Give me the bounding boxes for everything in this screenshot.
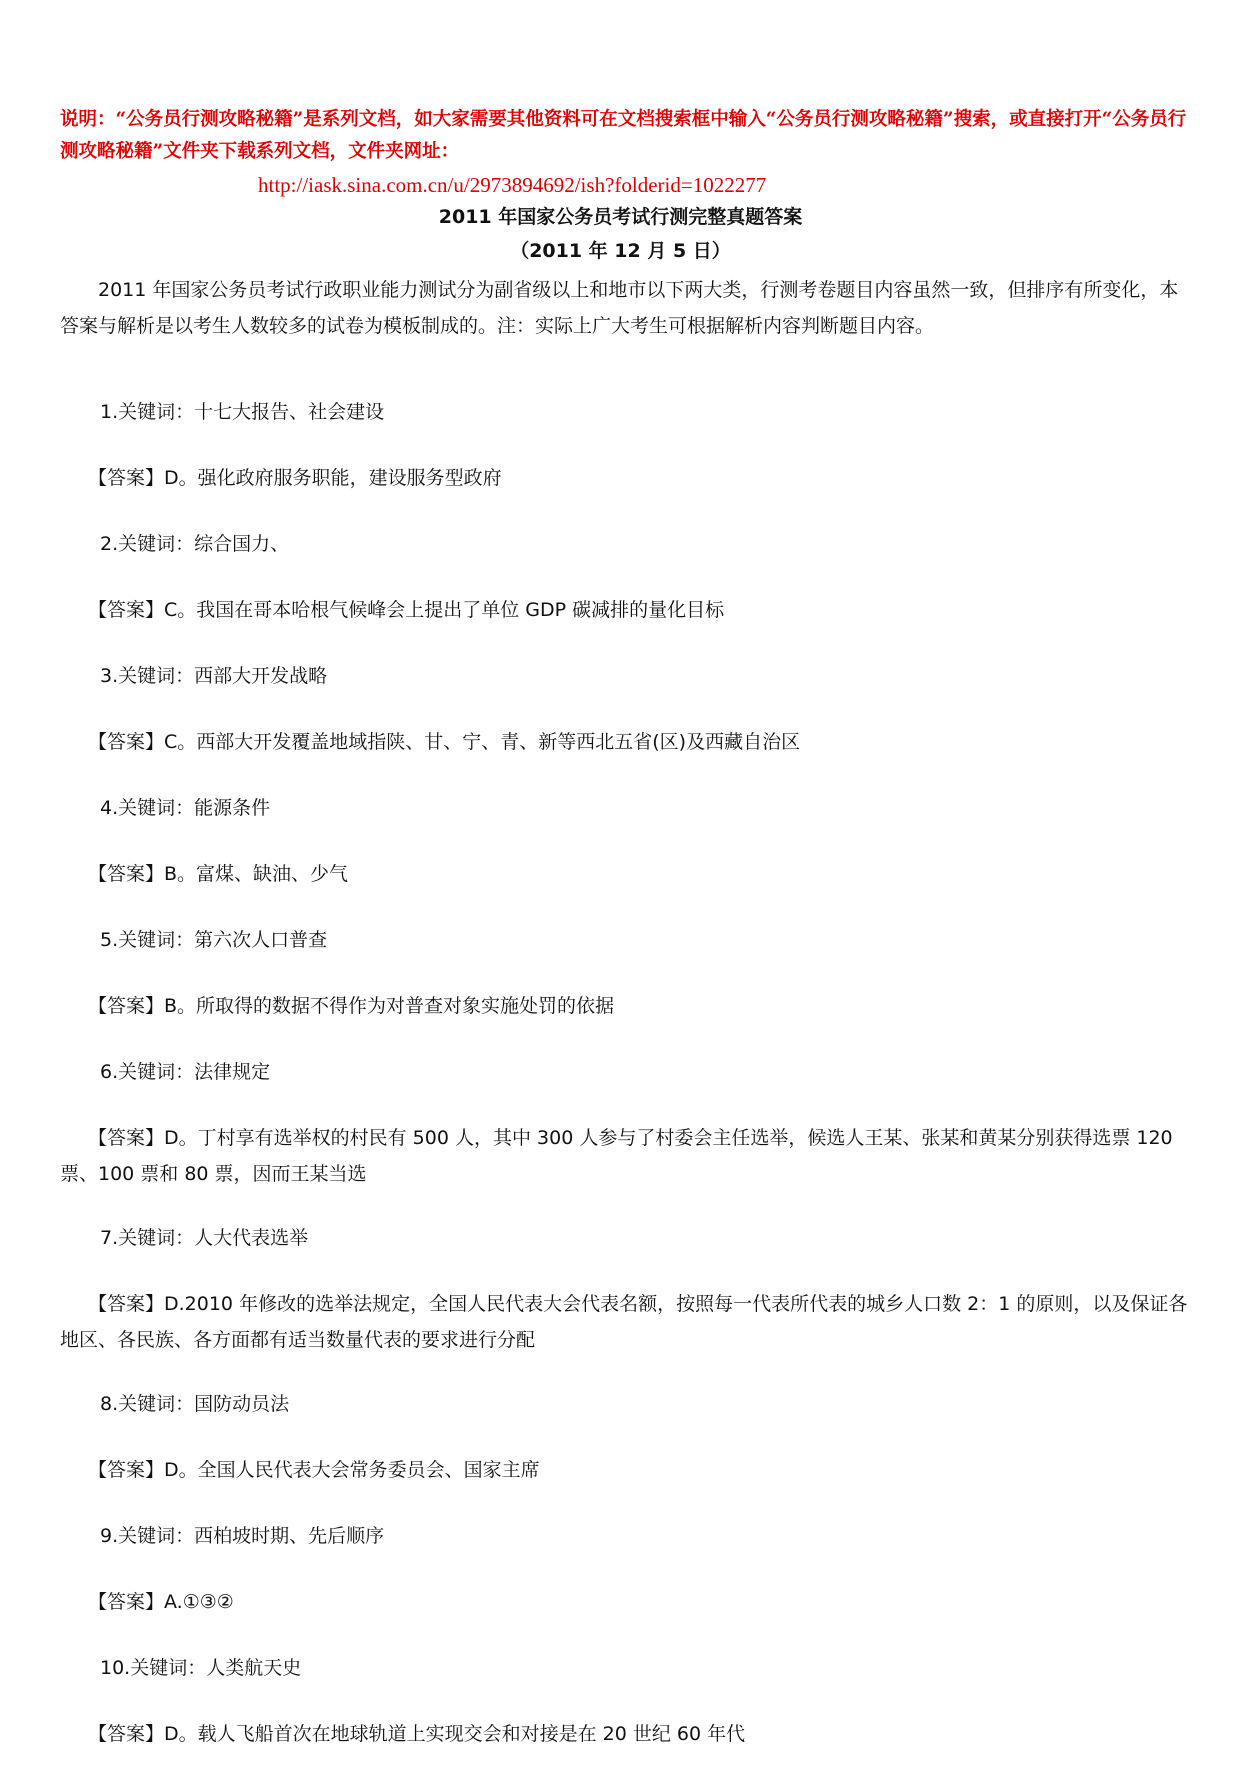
keyword-line: 10.关键词：人类航天史 xyxy=(100,1657,302,1679)
keyword-line: 5.关键词：第六次人口普查 xyxy=(100,929,328,951)
keyword-line: 1.关键词：十七大报告、社会建设 xyxy=(100,401,385,423)
notice-text: 说明：“公务员行测攻略秘籍”是系列文档，如大家需要其他资料可在文档搜索框中输入“公务员行测攻略秘籍”搜索，或直接打开“公务员行测攻略秘籍”文件夹下载系列文档，文件夹网址： xyxy=(60,109,1187,162)
folder-url-link[interactable]: http://iask.sina.com.cn/u/2973894692/ish?folderid=1022277 xyxy=(258,173,767,197)
keyword-line: 4.关键词：能源条件 xyxy=(100,797,271,819)
answer-line: 【答案】A.①③② xyxy=(88,1591,234,1613)
answer-line: 【答案】D。全国人民代表大会常务委员会、国家主席 xyxy=(88,1459,540,1481)
answer-line: 【答案】D.2010 年修改的选举法规定，全国人民代表大会代表名额，按照每一代表所代表的城乡人口数 2：1 的原则，以及保证各地区、各民族、各方面都有适当数量代表的要求进行分配 xyxy=(60,1293,1188,1351)
answer-line: 【答案】C。西部大开发覆盖地域指陕、甘、宁、青、新等西北五省(区)及西藏自治区 xyxy=(88,731,801,753)
answer-line: 【答案】B。所取得的数据不得作为对普查对象实施处罚的依据 xyxy=(88,995,615,1017)
answer-line: 【答案】C。我国在哥本哈根气候峰会上提出了单位 GDP 碳减排的量化目标 xyxy=(88,599,725,621)
keyword-line: 8.关键词：国防动员法 xyxy=(100,1393,290,1415)
answer-line: 【答案】B。富煤、缺油、少气 xyxy=(88,863,349,885)
qa-list xyxy=(60,400,1190,1788)
keyword-line: 3.关键词：西部大开发战略 xyxy=(100,665,328,687)
page-subtitle-date: （2011 年 12 月 5 日） xyxy=(510,240,731,262)
answer-line: 【答案】D。载人飞船首次在地球轨道上实现交会和对接是在 20 世纪 60 年代 xyxy=(88,1723,746,1745)
keyword-line: 2.关键词：综合国力、 xyxy=(100,533,290,555)
page-title: 2011 年国家公务员考试行测完整真题答案 xyxy=(438,206,803,228)
keyword-line: 6.关键词：法律规定 xyxy=(100,1061,271,1083)
keyword-line: 7.关键词：人大代表选举 xyxy=(100,1227,309,1249)
keyword-line: 9.关键词：西柏坡时期、先后顺序 xyxy=(100,1525,385,1547)
answer-line: 【答案】D。丁村享有选举权的村民有 500 人，其中 300 人参与了村委会主任选举，候选人王某、张某和黄某分别获得选票 120 票、100 票和 80 票，因而王某当选 xyxy=(60,1127,1173,1185)
answer-line: 【答案】D。强化政府服务职能，建设服务型政府 xyxy=(88,467,502,489)
intro-paragraph: 2011 年国家公务员考试行政职业能力测试分为副省级以上和地市以下两大类，行测考卷题目内容虽然一致，但排序有所变化，本答案与解析是以考生人数较多的试卷为模板制成的。注：实际上广大考生可根据解析内容判断题目内容。 xyxy=(60,279,1179,337)
